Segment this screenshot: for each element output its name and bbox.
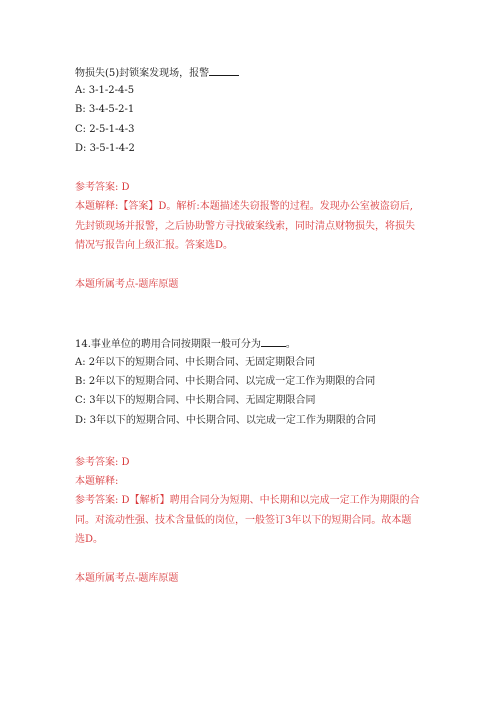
option-d: D: 3年以下的短期合同、中长期合同、以完成一定工作为期限的合同: [75, 415, 376, 426]
explanation-line: 先封锁现场并报警，之后协助警方寻找破案线索，同时清点财物损失，将损失: [75, 221, 415, 232]
explanation-line: 本题解释:【答案】D。解析:本题描述失窃报警的过程。发现办公室被盗窃后,: [75, 201, 413, 212]
question-14-stem-end: 。: [285, 339, 296, 350]
option-b: B: 3-4-5-2-1: [75, 104, 135, 115]
source-note: 本题所属考点-题库原题: [75, 573, 179, 584]
option-b: B: 2年以下的短期合同、中长期合同、以完成一定工作为期限的合同: [75, 376, 376, 387]
explanation-line: 参考答案: D【解析】聘用合同分为短期、中长期和以完成一定工作为期限的合: [75, 495, 420, 506]
option-a: A: 2年以下的短期合同、中长期合同、无固定期限合同: [75, 357, 316, 368]
reference-answer: 参考答案: D: [75, 182, 130, 193]
reference-answer: 参考答案: D: [75, 457, 130, 468]
option-a: A: 3-1-2-4-5: [75, 85, 135, 96]
explanation-line: 选D。: [75, 534, 104, 545]
question-14-stem: [75, 336, 296, 352]
answer-blank: [261, 336, 286, 347]
source-note: 本题所属考点-题库原题: [75, 279, 179, 290]
explanation-line: 同。对流动性强、技术含量低的岗位，一般签订3年以下的短期合同。故本题: [75, 515, 412, 526]
option-c: C: 3年以下的短期合同、中长期合同、无固定期限合同: [75, 395, 316, 406]
option-d: D: 3-5-1-4-2: [75, 143, 135, 154]
explanation-label: 本题解释:: [75, 476, 119, 487]
question-13-stem: [75, 65, 239, 81]
question-13-stem-text: 物损失(5)封锁案发现场，报警: [75, 68, 210, 79]
explanation-line: 情况写报告向上级汇报。答案选D。: [75, 240, 234, 251]
question-14-stem-text: 14.事业单位的聘用合同按期限一般可分为: [75, 339, 261, 350]
answer-blank: [209, 65, 239, 76]
option-c: C: 2-5-1-4-3: [75, 124, 135, 135]
